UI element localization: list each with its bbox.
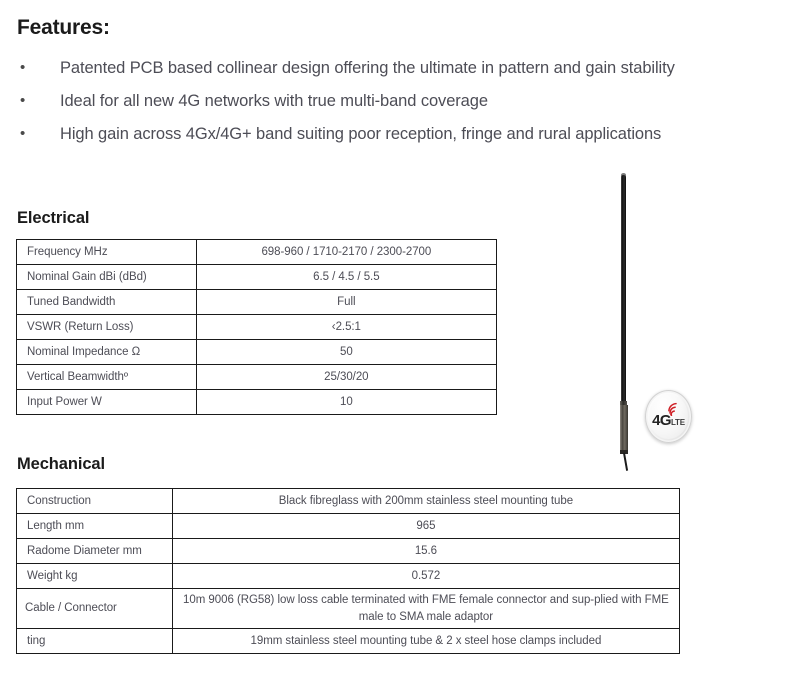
bullet-icon: • [20, 92, 26, 109]
feature-text: Ideal for all new 4G networks with true multi-band coverage [60, 92, 488, 110]
electrical-section-heading: Electrical [17, 209, 90, 227]
spec-value: 0.572 [172, 564, 679, 589]
badge-secondary-text: LTE [670, 418, 685, 427]
spec-label: Weight kg [17, 564, 173, 589]
spec-value: 10m 9006 (RG58) low loss cable terminated with FME female connector and sup-plied with FME male to SMA male adaptor [172, 589, 679, 629]
spec-value: 19mm stainless steel mounting tube & 2 x steel hose clamps included [172, 629, 679, 654]
spec-label: VSWR (Return Loss) [17, 315, 197, 340]
antenna-whip [621, 175, 626, 403]
spec-label: Vertical Beamwidthº [17, 365, 197, 390]
spec-label: Length mm [17, 514, 173, 539]
table-row [17, 489, 680, 514]
table-row [17, 340, 497, 365]
table-row [17, 564, 680, 589]
spec-value: 50 [196, 340, 496, 365]
table-row [17, 629, 680, 654]
spec-label: Tuned Bandwidth [17, 290, 197, 315]
table-row [17, 290, 497, 315]
spec-label: Frequency MHz [17, 240, 197, 265]
list-item [17, 124, 777, 144]
spec-value: ‹2.5:1 [196, 315, 496, 340]
table-row [17, 315, 497, 340]
badge-label [646, 413, 691, 429]
spec-label: Input Power W [17, 390, 197, 415]
feature-text: High gain across 4Gx/4G+ band suiting poor reception, fringe and rural applications [60, 125, 662, 143]
features-heading: Features: [17, 16, 110, 39]
mechanical-spec-table [16, 488, 680, 654]
mechanical-section-heading: Mechanical [17, 455, 105, 473]
spec-label: Radome Diameter mm [17, 539, 173, 564]
spec-value: 25/30/20 [196, 365, 496, 390]
table-row [17, 240, 497, 265]
features-list [17, 58, 777, 157]
status-badge [645, 390, 692, 443]
spec-label: Nominal Impedance Ω [17, 340, 197, 365]
table-row [17, 514, 680, 539]
antenna-mounting-base [620, 405, 628, 452]
spec-label: ting [17, 629, 173, 654]
spec-label: Nominal Gain dBi (dBd) [17, 265, 197, 290]
table-row [17, 390, 497, 415]
table-row [17, 589, 680, 629]
spec-value: Full [196, 290, 496, 315]
list-item [17, 58, 777, 78]
spec-value: 15.6 [172, 539, 679, 564]
spec-value: 10 [196, 390, 496, 415]
spec-label: Cable / Connector [17, 589, 173, 629]
badge-primary-text: 4G [652, 412, 671, 429]
spec-label: Construction [17, 489, 173, 514]
spec-value: 965 [172, 514, 679, 539]
feature-text: Patented PCB based collinear design offering the ultimate in pattern and gain stability [60, 59, 675, 77]
electrical-spec-table [16, 239, 497, 415]
antenna-cable-pigtail [623, 453, 628, 471]
product-image [600, 168, 710, 473]
bullet-icon: • [20, 59, 26, 76]
spec-value: 6.5 / 4.5 / 5.5 [196, 265, 496, 290]
table-row [17, 365, 497, 390]
table-row [17, 265, 497, 290]
list-item [17, 91, 777, 111]
spec-value: Black fibreglass with 200mm stainless steel mounting tube [172, 489, 679, 514]
table-row [17, 539, 680, 564]
spec-value: 698-960 / 1710-2170 / 2300-2700 [196, 240, 496, 265]
bullet-icon: • [20, 125, 26, 142]
